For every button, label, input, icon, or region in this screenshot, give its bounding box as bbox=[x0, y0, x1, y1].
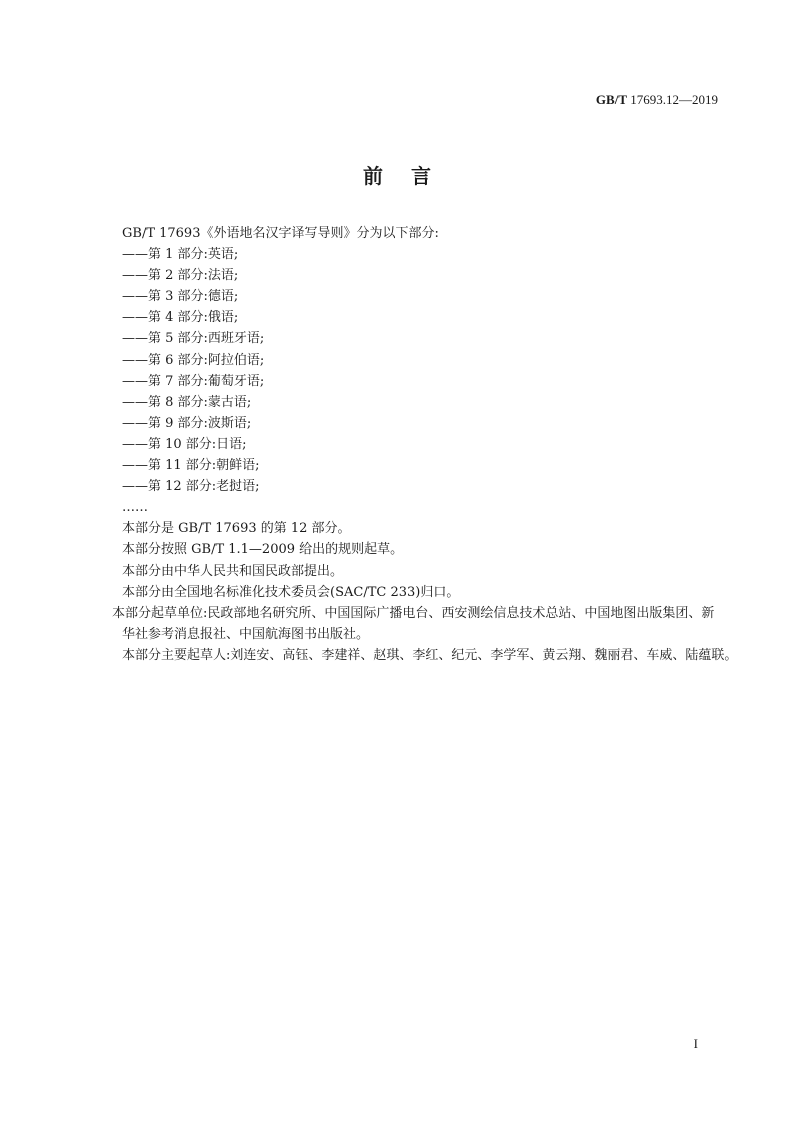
standard-code: GB/T bbox=[595, 92, 627, 107]
part-item: ——第 7 部分:葡萄牙语; bbox=[122, 373, 265, 389]
jurisdiction-statement: 本部分由全国地名标准化技术委员会(SAC/TC 233)归口。 bbox=[122, 584, 460, 600]
foreword-body bbox=[112, 223, 738, 666]
ellipsis: …… bbox=[122, 500, 148, 516]
part-item: ——第 6 部分:阿拉伯语; bbox=[122, 352, 265, 368]
proposed-by-statement: 本部分由中华人民共和国民政部提出。 bbox=[122, 563, 344, 579]
part-item: ——第 12 部分:老挝语; bbox=[122, 479, 260, 495]
part-item: ——第 11 部分:朝鲜语; bbox=[122, 458, 260, 474]
part-item: ——第 10 部分:日语; bbox=[122, 436, 247, 452]
page-number: I bbox=[693, 1036, 698, 1051]
standard-number bbox=[596, 92, 718, 108]
part-item: ——第 2 部分:法语; bbox=[122, 268, 239, 284]
part-item: ——第 5 部分:西班牙语; bbox=[122, 331, 265, 347]
part-item: ——第 3 部分:德语; bbox=[122, 289, 239, 305]
part-item: ——第 1 部分:英语; bbox=[122, 247, 239, 263]
part-item: ——第 8 部分:蒙古语; bbox=[122, 394, 252, 410]
standard-number-value: 17693.12—2019 bbox=[630, 92, 718, 107]
part-item: ——第 9 部分:波斯语; bbox=[122, 415, 252, 431]
part-of-statement: 本部分是 GB/T 17693 的第 12 部分。 bbox=[122, 521, 351, 537]
intro-paragraph: GB/T 17693《外语地名汉字译写导则》分为以下部分: bbox=[122, 226, 439, 241]
page-title: 前言 bbox=[363, 164, 459, 188]
drafting-units-statement: 本部分起草单位:民政部地名研究所、中国国际广播电台、西安测绘信息技术总站、中国地图出版集团、新华社参考消息报社、中国航海图书出版社。 bbox=[112, 605, 715, 642]
part-item: ——第 4 部分:俄语; bbox=[122, 310, 239, 326]
drafting-rules-statement: 本部分按照 GB/T 1.1—2009 给出的规则起草。 bbox=[122, 542, 404, 558]
drafters-statement: 本部分主要起草人:刘连安、高钰、李建祥、赵琪、李红、纪元、李学军、黄云翔、魏丽君、车威、陆蕴联。 bbox=[122, 647, 738, 663]
